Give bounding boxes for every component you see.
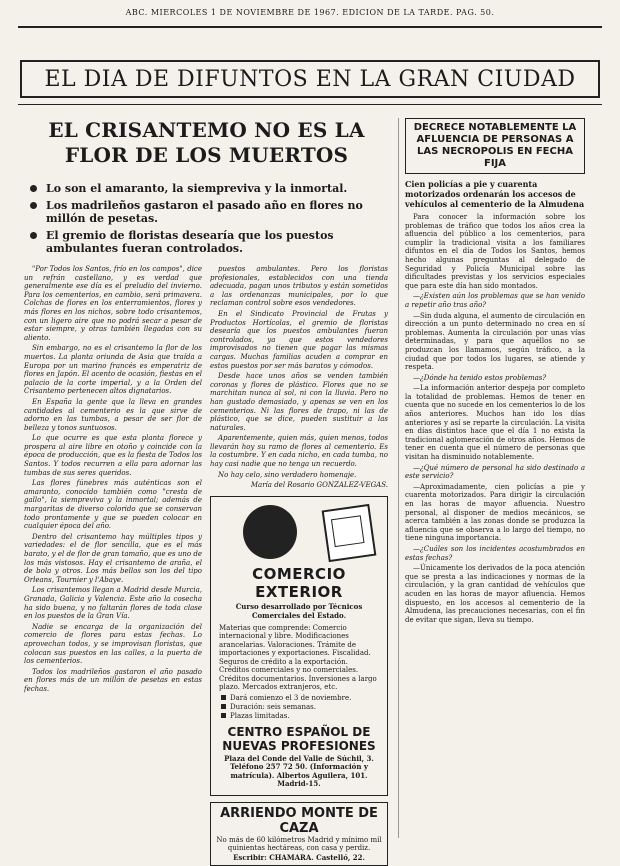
crate-icon bbox=[322, 504, 377, 562]
article-column-2: puestos ambulantes. Pero los floristas profesionales, establecidos con una tienda adecuada, pagan unos tributos y están sometidos a las ordenanzas municipales, por lo que reclaman control sobre esos vendedores. En el Sindicato Provincial de Frutas y Productos Hortícolas, el gremio de floristas desearía que los puestos ambulantes fueran controlados, ya que estos vendedores improvisados no tienen que pagar las mismas cargas. Muchas familias acuden a comprar en estos puestos por ser más baratos y cómodos. Desde hace unos años se venden también coronas y flores de plástico. Flores que no se marchitan nunca al sol, ni con la lluvia. Pero no han gustado demasiado, y apenas se ven en los cementerios. Ni las flores de trapo, ni las de plástico, que se dice, pueden sustituir a las naturales. Aparentemente, quien más, quien menos, todos llevarán hoy su ramo de flores al cementerio. Es la costumbre. Y en cada nicho, en cada tumba, no hay casi nadie que no tenga un recuerdo. No hay celo, sino verdadero homenaje. María del Rosario GONZALEZ-VEGAS. bbox=[210, 265, 388, 490]
header-rule bbox=[18, 26, 602, 28]
bullet-icon bbox=[30, 232, 37, 239]
bullet-list bbox=[24, 182, 389, 255]
article-column-1: "Por Todos los Santos, frío en los campos", dice un refrán castellano, y es verdad que generalmente ese día es el preludio del invierno. Para los cementerios, en cambio, será primavera. Colchas de flores en los enterramientos, flores y más flores en los nichos, sobre todo crisantemos, con un ligero aire que no podrá secar a pesar de estar siempre, y otras también llegadas con su aliento. Sin embargo, no es el crisantemo la flor de los muertos. La planta oriunda de Asia que traída a Europa por un marino francés es emperatriz de flores en Japón. El acento de ocasión, fiestas en el palacio de la corte imperial, y a la Orden del Crisantemo pertenecen altos dignatarios. En España la gente que la lleva en grandes cantidades al cementerio es la que sirve de adorno en las tumbas, a pesar de ser flor de belleza y tonos suntuosos. Lo que ocurre es que esta planta florece y prospera al aire libre en otoño y coincide con la época de producción, que es la fiesta de Todos los Santos. Y todos recurren a ella para adornar las tumbas de sus seres queridos. Las flores fúnebres más auténticas son el amaranto, conocido también como "cresta de gallo", la siempreviva y la inmortal; además de margaritas de diverso colorido que se conservan todo prontamente y que se pueden colocar en cualquier época del año. Dentro del crisantemo hay múltiples tipos y variedades: el de flor sencilla, que es el más barato, y el de flor de gran tamaño, que es uno de los más vistosos. Hay el crisantemo de araña, el de bola y otros. Los más bellos son los del tipo Orleans, Tournier y l'Abaye. Los crisantemos llegan a Madrid desde Murcia, Granada, Galicia y Valencia. Este año la cosecha ha sido buena, y no faltarán flores de toda clase en los puestos de la Gran Vía. Nadie se encarga de la organización del comercio de flores para estas fechas. Lo aprovechan todos, y se improvisan floristas, que colocan sus puestos en las calles, a la puerta de los cementerios. Todos los madrileños gastaron el año pasado en flores más de un millón de pesetas en estas fechas. bbox=[24, 265, 202, 693]
ad-organization: CENTRO ESPAÑOL DE NUEVAS PROFESIONES bbox=[222, 724, 376, 753]
square-bullet-icon bbox=[221, 713, 226, 718]
side-headline: DECRECE NOTABLEMENTE LA AFLUENCIA DE PERSONAS A LAS NECROPOLIS EN FECHA FIJA bbox=[405, 118, 585, 174]
side-body: Para conocer la información sobre los problemas de tráfico que todos los años crea la afluencia del público a los cementerios, para cumplir la tradicional visita a los familiares difuntos en el día de Todos los Santos, hemos hecho algunas preguntas al delegado de Seguridad y Policía Municipal sobre las dificultades previstas y los servicios especiales que para este día han sido montados. —¿Existen aún los problemas que se han venido a repetir año tras año? —Sin duda alguna, el aumento de circulación en dirección a un punto determinado no crea en sí problemas. Aumenta la circulación por unas vías determinadas, y para que aquéllos no se produzcan los llamamos, según tráfico, a la ciudad que por todos los lugares, se atiende y respeta. —¿Dónde ha tenido estos problemas? —La información anterior despeja por completo la totalidad de problemas. Hemos de tener en cuenta que no sucede en los cementerios lo de los años anteriores. Muchos han ido los días anteriores y así se reparte la circulación. La visita en días distintos hace que el día 1 no exista la tradicional aglomeración de otros años. Hemos de tener en cuenta que el número de personas que visitan ha disminuido notablemente. —¿Qué número de personal ha sido destinado a este servicio? —Aproximadamente, cien policías a pie y cuarenta motorizados. Para dirigir la circulación en las horas de mayor afluencia. Nuestro personal, al disponer de medios mecánicos, se acerca también a las zonas donde se produzca la afluencia que se observa a lo largo del tiempo, no tiene ninguna importancia. —¿Cuáles son los incidentes acostumbrados en estas fechas? —Únicamente los derivados de la poca atención que se presta a las indicaciones y normas de la circulación, y la gran cantidad de vehículos que acuden en las horas de mayor afluencia. Hemos dispuesto, en los accesos al cementerio de la Almudena, las precauciones necesarias, con el fin de evitar que sigan, lleva su tiempo. bbox=[405, 213, 585, 624]
main-article bbox=[24, 118, 389, 866]
article-signature: María del Rosario GONZALEZ-VEGAS. bbox=[250, 481, 388, 490]
ad-body: Materias que comprende: Comercio internacional y libre. Modificaciones arancelarias. Valoraciones. Trámite de importaciones y exportaciones. Fiscalidad. Seguros de crédito a la exportación. Créditos comerciales y no comerciales. Créditos documentarios. Inversiones a largo plazo. Mercados extranjeros, etc. bbox=[219, 623, 377, 692]
ad-address: Plaza del Conde del Valle de Súchil, 3. Teléfono 257 72 50. (Información y matrícula). Albertos Aguilera, 101. Madrid-15. bbox=[224, 753, 374, 789]
bullet-item: Lo son el amaranto, la siempreviva y la inmortal. bbox=[24, 182, 389, 195]
section-banner: EL DIA DE DIFUNTOS EN LA GRAN CIUDAD bbox=[20, 60, 600, 98]
main-headline: EL CRISANTEMO NO ES LA FLOR DE LOS MUERTOS bbox=[48, 118, 365, 167]
article-column-2-wrap bbox=[210, 265, 388, 866]
ad-monte-caza bbox=[210, 802, 388, 866]
bullet-icon bbox=[30, 202, 37, 209]
globe-icon bbox=[243, 505, 297, 559]
ad-caza-contact: Escribir: CHAMARA. Castelló, 22. bbox=[233, 852, 365, 862]
banner-rule bbox=[18, 104, 602, 105]
page-header: ABC. MIERCOLES 1 DE NOVIEMBRE DE 1967. EDICION DE LA TARDE. PAG. 50. bbox=[125, 8, 495, 17]
bullet-item: El gremio de floristas desearía que los puestos ambulantes fueran controlados. bbox=[24, 229, 389, 255]
side-article bbox=[398, 118, 585, 838]
bullet-item: Los madrileños gastaron el pasado año en flores no millón de pesetas. bbox=[24, 199, 389, 225]
ad-subtitle: Curso desarrollado por Técnicos Comerciales del Estado. bbox=[235, 601, 363, 620]
bullet-icon bbox=[30, 185, 37, 192]
ad-comercio-exterior bbox=[210, 496, 388, 796]
ad-details: Dará comienzo el 3 de noviembre. Duración: seis semanas. Plazas limitadas. bbox=[221, 694, 377, 721]
article-columns bbox=[24, 265, 389, 866]
ad-title: COMERCIO EXTERIOR bbox=[252, 564, 346, 601]
square-bullet-icon bbox=[221, 704, 226, 709]
ad-caza-title: ARRIENDO MONTE DE CAZA bbox=[220, 805, 378, 836]
ad-illustration bbox=[225, 503, 373, 561]
side-subhead: Cien policías a pie y cuarenta motorizados ordenarán los accesos de vehículos al cementerio de la Almudena bbox=[405, 179, 585, 209]
square-bullet-icon bbox=[221, 695, 226, 700]
ad-caza-body: No más de 60 kilómetros Madrid y mínimo mil quinientas hectáreas, con casa y perdiz. bbox=[216, 835, 382, 853]
